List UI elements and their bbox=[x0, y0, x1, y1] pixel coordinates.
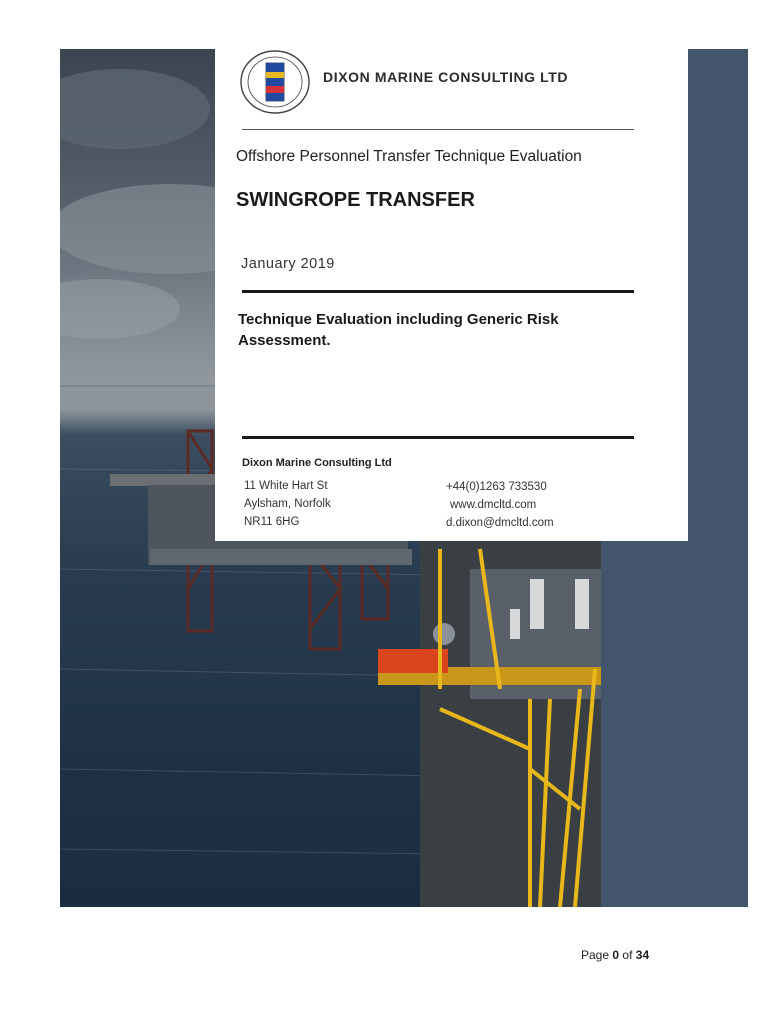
document-title: SWINGROPE TRANSFER bbox=[236, 189, 475, 211]
document-subtitle: Offshore Personnel Transfer Technique Evaluation bbox=[236, 148, 582, 165]
footer-contact bbox=[446, 478, 554, 532]
address-street: 11 White Hart St bbox=[244, 480, 328, 492]
contact-phone: +44(0)1263 733530 bbox=[446, 481, 547, 493]
document-date: January 2019 bbox=[241, 256, 335, 272]
company-seal-logo bbox=[239, 49, 311, 115]
company-name: DIXON MARINE CONSULTING LTD bbox=[323, 69, 569, 85]
document-description: Technique Evaluation including Generic Risk Assessment. bbox=[238, 311, 559, 349]
footer-address bbox=[244, 477, 331, 531]
footer-company-name: Dixon Marine Consulting Ltd bbox=[242, 457, 392, 469]
address-town: Aylsham, Norfolk bbox=[244, 498, 331, 510]
address-postcode: NR11 6HG bbox=[244, 516, 300, 528]
contact-website: www.dmcltd.com bbox=[450, 499, 537, 511]
page-label: Page bbox=[581, 948, 610, 962]
contact-email: d.dixon@dmcltd.com bbox=[446, 517, 554, 529]
header-divider bbox=[242, 129, 634, 130]
date-divider bbox=[242, 290, 634, 293]
page-number bbox=[581, 948, 649, 962]
page-total: 34 bbox=[635, 948, 650, 962]
page-of-label: of bbox=[622, 948, 633, 962]
page-current: 0 bbox=[612, 948, 620, 962]
footer-divider bbox=[242, 436, 634, 439]
cover-card bbox=[215, 49, 688, 541]
